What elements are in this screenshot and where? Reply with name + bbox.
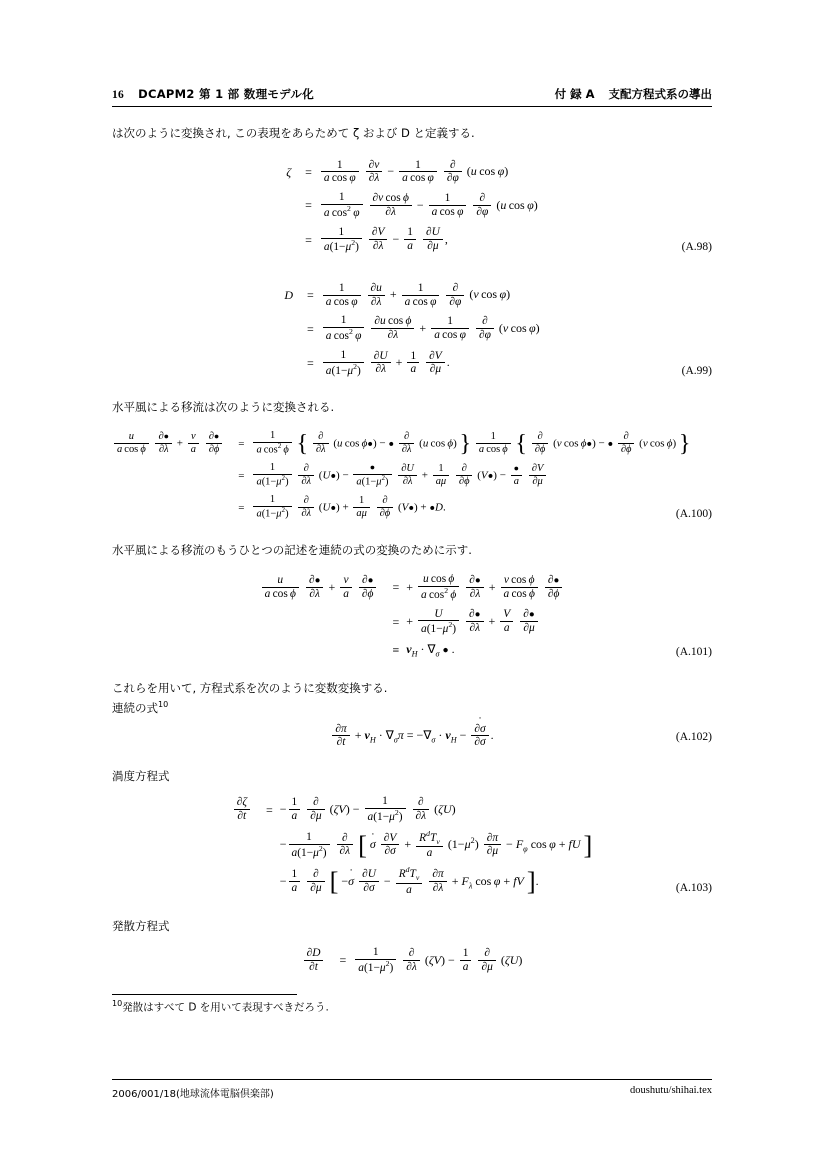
- footnote-rule: [112, 994, 297, 995]
- footnote: [112, 999, 712, 1015]
- appendix-label: 付 録 A: [554, 87, 595, 101]
- equation-tag-a102: (A.102): [675, 731, 712, 744]
- equation-a98: ζ = $\frac{1}{\text{a cos φ}}$ $\frac{\partial v}{\partial\lambda}$ − $\frac{1}{\text{a cos φ}}$ $\frac{\partial}{\partial\varphi}$ (u cos φ) = $\frac{1}{a \cos^2 \varphi}$ $\frac{\text{∂v cos ϕ}}{\partial\lambda}$ − $\frac{1}{\text{a cos φ}}$ $\frac{\partial}{\partial\varphi}$ (u cos φ) = $\frac{1}{a(1-\mu^2)}$ $\frac{\partial V}{\partial\lambda}$ − $\frac{1}{a}$ $\frac{\partial U}{\partial\mu}$ , (A.98): [286, 158, 712, 254]
- continuity-footnote-marker: 10: [158, 700, 169, 710]
- footnote-marker: 10: [112, 998, 123, 1008]
- continuity-label-text: 連続の式: [112, 700, 158, 715]
- page-number: 16: [112, 89, 125, 101]
- running-head-left: [112, 86, 314, 102]
- equation-tag-a103: (A.103): [675, 882, 712, 895]
- equation-a102: [112, 723, 712, 750]
- equation-a101: $\frac{u}{\text{a cos ϕ}}$ $\frac{\partial●}{\partial\lambda}$ + $\frac{v}{a}$ $\frac{\partial●}{\partial\phi}$ = + $\frac{\text{u cos ϕ}}{a \cos^2 \phi}$ $\frac{\partial●}{\partial\lambda}$ + $\frac{\text{v cos ϕ}}{\text{a cos ϕ}}$ $\frac{\partial●}{\partial\phi}$ = + $\frac{U}{a(1-\mu^2)}$ $\frac{\partial●}{\partial\lambda}$ + $\frac{V}{a}$ $\frac{\partial●}{\partial\mu}$ ≡ $v_H \cdot \nabla_\sigma$ ● . (A.101): [112, 571, 712, 662]
- footer-left: 2006/001/18(地球流体電脳倶楽部): [112, 1089, 274, 1100]
- page-content: [112, 86, 712, 1014]
- equation-a104: $\frac{\partial D}{\partial t}$ = $\frac{1}{a(1-\mu^2)}$ $\frac{\partial}{\partial\lambda}$ (ζV) − $\frac{1}{a}$ $\frac{\partial}{\partial\mu}$ (ζU): [112, 944, 712, 978]
- equation-tag-a99: (A.99): [681, 364, 712, 377]
- equation-tag-a98: (A.98): [681, 241, 712, 254]
- page-footer: [112, 1079, 712, 1100]
- equation-tag-a101: (A.101): [675, 645, 712, 658]
- equation-a103: $\frac{\partial\zeta}{\partial t}$ = − $\frac{1}{a}$ $\frac{\partial}{\partial\mu}$ (ζV) − $\frac{1}{a(1-\mu^2)}$ $\frac{\partial}{\partial\lambda}$ (ζU) − $\frac{1}{a(1-\mu^2)}$ $\frac{\partial}{\partial\lambda}$ [ σ ˙ $\frac{\partial V}{\partial\sigma}$ + $\frac{R^dT_v}{a}$ $(1-\mu^2)$ $\frac{\partial\pi}{\partial\mu}$ − $F_\varphi$ cos φ + fU ] − $\frac{1}{a}$ $\frac{\partial}{\partial\mu}$ [ −σ ˙ $\frac{\partial U}{\partial\sigma}$ − $\frac{R^dT_v}{a}$ $\frac{\partial\pi}{\partial\lambda}$ + $F_\lambda$ cos φ + fV ]. (A.103): [112, 793, 712, 900]
- running-head-right: [555, 86, 712, 102]
- equation-a99: D = $\frac{1}{\text{a cos φ}}$ $\frac{\partial u}{\partial\lambda}$ + $\frac{1}{\text{a cos φ}}$ $\frac{\partial}{\partial\varphi}$ (v cos φ) = $\frac{1}{a \cos^2 \varphi}$ $\frac{\text{∂u cos ϕ}}{\partial\lambda}$ + $\frac{1}{\text{a cos φ}}$ $\frac{\partial}{\partial\varphi}$ (v cos φ) = $\frac{1}{a(1-\mu^2)}$ $\frac{\partial U}{\partial\lambda}$ + $\frac{1}{a}$ $\frac{\partial V}{\partial\mu}$ . (A.99): [284, 281, 712, 377]
- advection2-paragraph: 水平風による移流のもうひとつの記述を連続の式の変換のために示す.: [112, 542, 472, 557]
- intro-paragraph: は次のように変換され, この表現をあらためて ζ および D と定義する.: [112, 126, 475, 140]
- vorticity-label: 渦度方程式: [112, 768, 170, 783]
- equation-tag-a100: (A.100): [675, 507, 712, 520]
- footer-right: doushutu/shihai.tex: [630, 1085, 712, 1096]
- continuity-label: [112, 699, 712, 717]
- equation-a102-body: $\frac{\partial\pi}{\partial t}$ + $v_H \cdot \nabla_\sigma\pi = -\nabla_\sigma \cdot v_H$ − $\frac{\partial\sigma ˙}{\partial\sigma}$ .: [112, 723, 712, 750]
- equation-a100: $\frac{u}{\text{a cos ϕ}}$ $\frac{\partial●}{\partial\lambda}$ + $\frac{v}{a}$ $\frac{\partial●}{\partial\phi}$ = $\frac{1}{a \cos^2 \phi}$ { $\frac{\partial}{\partial\lambda}$ (u cos ϕ●) − ● $\frac{\partial}{\partial\lambda}$ (u cos ϕ) } $\frac{1}{\text{a cos ϕ}}$ { $\frac{\partial}{\partial\phi}$ (v cos ϕ●) − ● $\frac{\partial}{\partial\phi}$ (v cos ϕ) } = $\frac{1}{a(1-\mu^2)}$ $\frac{\partial}{\partial\lambda}$ (U●) − $\frac{●}{a(1-\mu^2)}$ $\frac{\partial U}{\partial\lambda}$ + $\frac{1}{a\mu}$ $\frac{\partial}{\partial\phi}$ (V●) − $\frac{●}{a}$ $\frac{\partial V}{\partial\mu}$ = $\frac{1}{a(1-\mu^2)}$ $\frac{\partial}{\partial\lambda}$ (U●) + $\frac{1}{a\mu}$ $\frac{\partial}{\partial\phi}$ (V●) + ●D. (A.100): [112, 428, 712, 524]
- divergence-label: 発散方程式: [112, 919, 170, 934]
- footnote-text: 発散はすべて D を用いて表現すべきだろう.: [122, 1001, 329, 1014]
- running-head-title: DCAPM2 第 1 部 数理モデル化: [138, 87, 315, 101]
- appendix-title: 支配方程式系の導出: [608, 87, 712, 101]
- running-head: [112, 86, 712, 107]
- advection-paragraph: 水平風による移流は次のように変換される.: [112, 399, 335, 414]
- use-these-paragraph: これらを用いて, 方程式系を次のように変数変換する.: [112, 680, 388, 695]
